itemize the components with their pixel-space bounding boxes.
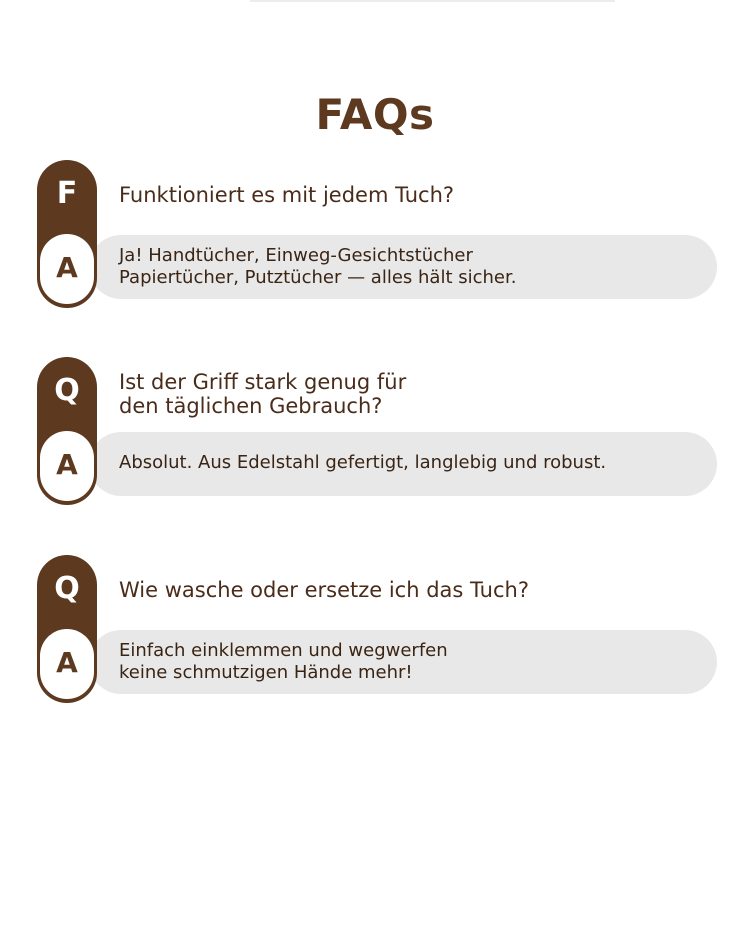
question-letter: F [56, 176, 78, 211]
faq-item [37, 555, 717, 703]
question-letter: Q [54, 373, 80, 408]
page-title: FAQs [315, 90, 435, 140]
faq-item [37, 357, 717, 505]
answer-text: Absolut. Aus Edelstahl gefertigt, langlebig und robust. [119, 452, 607, 473]
faq-item [37, 160, 717, 308]
answer-letter: A [56, 646, 78, 679]
question-letter: Q [54, 571, 80, 606]
question-text: Funktioniert es mit jedem Tuch? [119, 183, 455, 207]
top-divider [250, 0, 615, 2]
question-text: Wie wasche oder ersetze ich das Tuch? [119, 578, 529, 602]
answer-letter: A [56, 448, 78, 481]
answer-text: Ja! Handtücher, Einweg-Gesichtstücher Papiertücher, Putztücher — alles hält sicher. [119, 245, 517, 288]
answer-letter: A [56, 251, 78, 284]
question-text: Ist der Griff stark genug für den täglichen Gebrauch? [119, 370, 407, 418]
answer-text: Einfach einklemmen und wegwerfen keine schmutzigen Hände mehr! [119, 640, 448, 683]
